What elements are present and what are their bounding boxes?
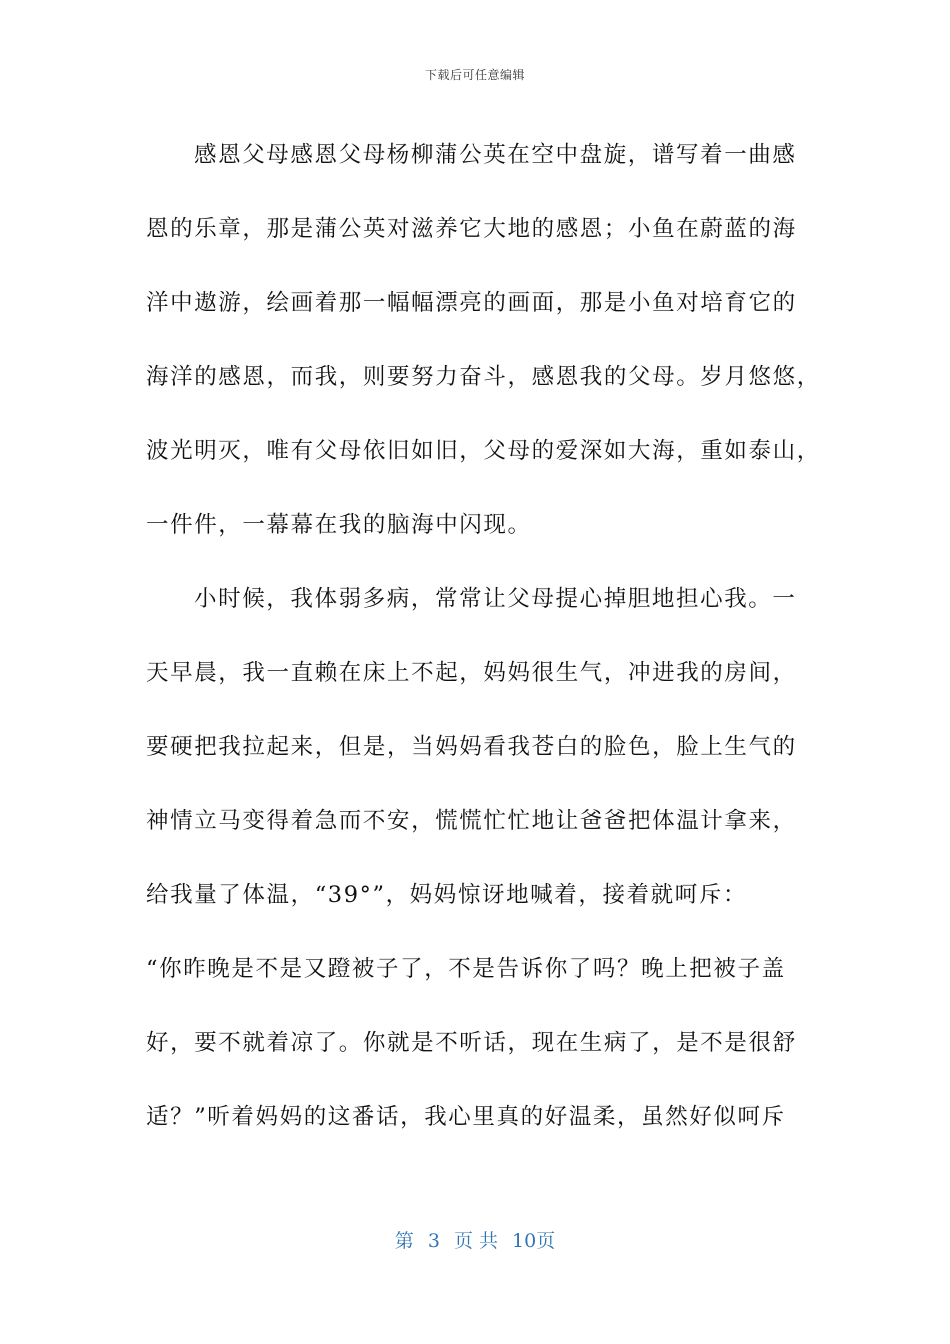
paragraph-2-line-2: 天早晨，我一直赖在床上不起，妈妈很生气，冲进我的房间， xyxy=(146,660,797,686)
footer-total-pages: 10页 xyxy=(512,1230,556,1252)
paragraph-2-line-3: 要硬把我拉起来，但是，当妈妈看我苍白的脸色，脸上生气的 xyxy=(146,734,797,760)
paragraph-1-line-5: 波光明灭，唯有父母依旧如旧，父母的爱深如大海，重如泰山， xyxy=(146,438,821,464)
document-body xyxy=(146,118,821,1154)
footer-prefix: 第 xyxy=(394,1230,414,1252)
page-number-footer xyxy=(0,1226,950,1253)
paragraph-2-line-8: 适？”听着妈妈的这番话，我心里真的好温柔，虽然好似呵斥 xyxy=(146,1104,786,1130)
paragraph-2-line-5: 给我量了体温，“39°”，妈妈惊讶地喊着，接着就呵斥： xyxy=(146,882,748,908)
footer-current-page: 3 xyxy=(427,1230,440,1252)
paragraph-2-line-6: “你昨晚是不是又蹬被子了，不是告诉你了吗？晚上把被子盖 xyxy=(146,956,786,982)
footer-middle: 页 共 xyxy=(453,1230,498,1252)
paragraph-1-line-4: 海洋的感恩，而我，则要努力奋斗，感恩我的父母。岁月悠悠， xyxy=(146,364,821,390)
paragraph-2-line-1: 小时候，我体弱多病，常常让父母提心掉胆地担心我。一 xyxy=(194,586,797,612)
page-header-note: 下载后可任意编辑 xyxy=(424,68,525,82)
paragraph-1-line-2: 恩的乐章，那是蒲公英对滋养它大地的感恩；小鱼在蔚蓝的海 xyxy=(146,216,797,242)
paragraph-2-line-7: 好，要不就着凉了。你就是不听话，现在生病了，是不是很舒 xyxy=(146,1030,797,1056)
paragraph-1-line-6: 一件件，一幕幕在我的脑海中闪现。 xyxy=(146,512,532,538)
paragraph-2-line-4: 神情立马变得着急而不安，慌慌忙忙地让爸爸把体温计拿来， xyxy=(146,808,797,834)
paragraph-1-line-3: 洋中遨游，绘画着那一幅幅漂亮的画面，那是小鱼对培育它的 xyxy=(146,290,797,316)
paragraph-1-line-1: 感恩父母感恩父母杨柳蒲公英在空中盘旋，谱写着一曲感 xyxy=(194,142,797,168)
